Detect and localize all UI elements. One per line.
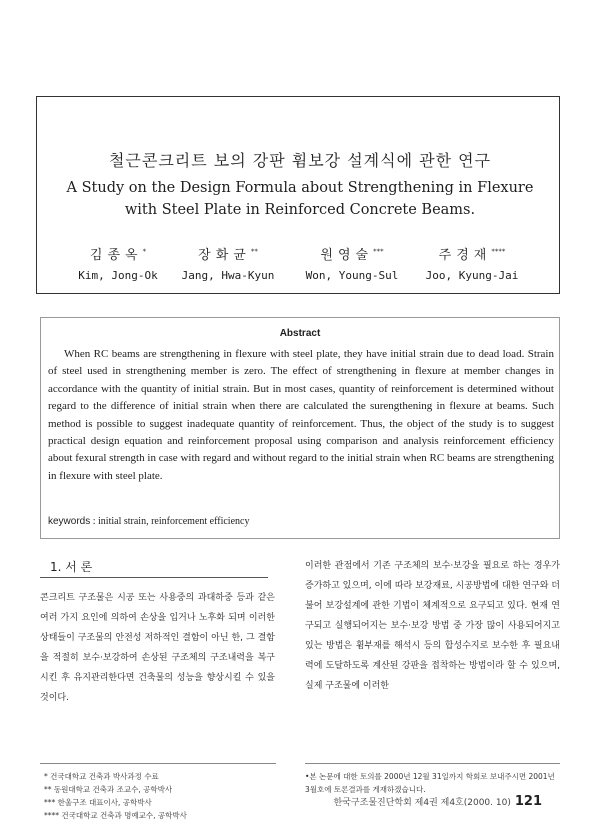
body-column-right: 이러한 관점에서 기존 구조체의 보수·보강을 필요로 하는 경우가 증가하고 있으며, 이에 따라 보강재료, 시공방법에 대한 연구와 더불어 보강설계에 관한 기법이 체계적으로 요구되고 있다. 현재 연구되고 실행되어지는 보수·보강 방법 중 가장 많이 사용되어지고 있는 방법은 휨부재를 해석시 등의 합성수지로 보수한 후 필요내력에 도달하도록 계산된 강판을 접착하는 방법이라 할 수 있으며, 실제 구조물에 이러한	[305, 561, 560, 691]
author-english-name: Kim, Jong-Ok	[78, 269, 158, 282]
footnote-divider-right	[305, 763, 560, 764]
english-title-line2: with Steel Plate in Reinforced Concrete Beams.	[124, 202, 476, 218]
author-3	[292, 244, 412, 282]
footnote: * 건국대학교 건축과 박사과정 수료	[44, 772, 159, 781]
footnote-right: •본 논문에 대한 토의를 2000년 12월 31일까지 학회로 보내주시면 2001년 3월호에 토론결과를 게재하겠습니다.	[305, 772, 555, 794]
keywords-text: : initial strain, reinforcement efficiency	[92, 516, 250, 527]
author-mark: ****	[491, 247, 506, 256]
korean-title: 철근콘크리트 보의 강판 휨보강 설계식에 관한 연구	[108, 151, 492, 170]
footnote: ** 동원대학교 건축과 조교수, 공학박사	[44, 785, 173, 794]
footnote: *** 한울구조 대표이사, 공학박사	[44, 798, 152, 807]
keywords-label: keywords	[48, 516, 91, 527]
author-english-name: Joo, Kyung-Jai	[425, 269, 519, 282]
author-mark: *	[142, 247, 147, 256]
author-korean-name: 주경재	[438, 248, 492, 263]
author-english-name: Won, Young-Sul	[305, 269, 399, 282]
abstract-heading: Abstract	[279, 328, 321, 339]
author-4	[412, 244, 532, 282]
author-korean-name: 원영술	[320, 248, 374, 263]
page-number: 121	[514, 794, 542, 809]
author-2	[168, 244, 288, 282]
keywords-line	[48, 516, 249, 527]
page-footer	[334, 794, 542, 809]
abstract-text: When RC beams are strengthening in flexure with steel plate, they have initial strain due to dead load. Strain of steel used in strengthening member is zero. The effect of strengthening in flexure at member changes in accordance with the quantity of initial strain. But in most cases, quantity of reinforcement is determined without regard to the difference of initial strain when there are calculated the surengthening in flexure at beams. Such method is possible to suggest inadequate quantity of reinforcement. Thus, the object of the study is to suggest practical design equation and reinforcement proposal using comparison and analysis reinforcement efficiency about fexural strength in case with regard and without regard to the initial strain when RC beams are strengthening in flexure with steel plate.	[48, 348, 554, 482]
footnotes-left	[44, 770, 274, 822]
author-korean-name: 김종옥	[89, 248, 143, 263]
english-title-line1: A Study on the Design Formula about Strengthening in Flexure	[66, 180, 534, 196]
journal-info: 한국구조물진단학회 제4권 제4호(2000. 10)	[333, 798, 511, 808]
section-underline	[40, 577, 268, 578]
body-column-left: 콘크리트 구조물은 시공 또는 사용중의 과대하중 등과 같은 여러 가지 요인에 의하여 손상을 입거나 노후화 되며 이러한 상태들이 구조물의 안전성 저하적인 결함이 아닌 한, 그 결함을 적절히 보수·보강하여 손상된 구조체의 구조내력을 복구시킨 후 유지관리한다면 건축물의 성능을 향상시킬 수 있을 것이다.	[40, 593, 275, 703]
author-1	[58, 244, 178, 282]
author-korean-name: 장화균	[198, 248, 251, 263]
footnote-divider-left	[40, 763, 276, 764]
footnote: **** 건국대학교 건축과 명예교수, 공학박사	[44, 811, 187, 820]
author-english-name: Jang, Hwa-Kyun	[181, 269, 275, 282]
author-mark: ***	[373, 247, 384, 256]
author-mark: **	[250, 247, 258, 256]
section-heading: 1. 서 론	[50, 560, 93, 574]
